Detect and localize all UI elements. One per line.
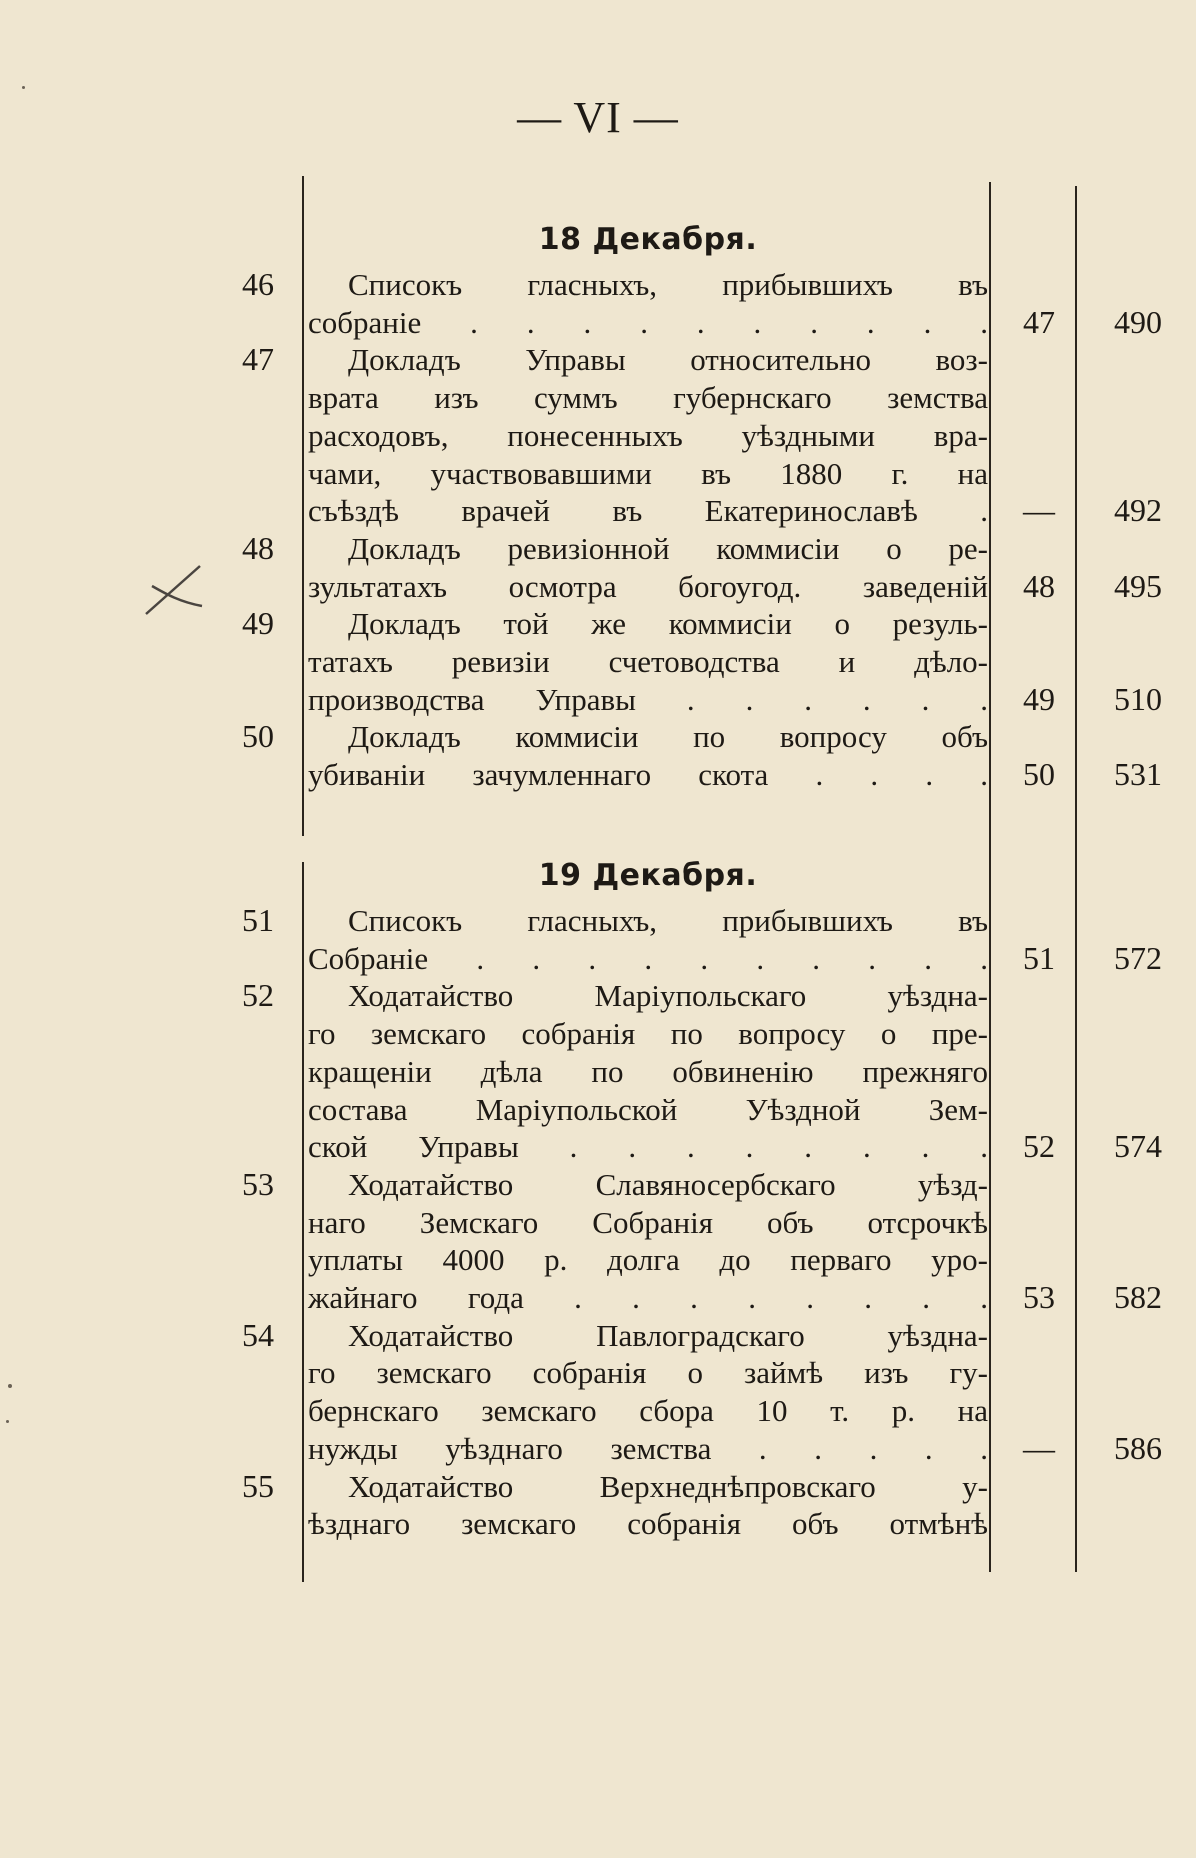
toc-line (0, 1166, 1196, 1203)
item-text: ѣзднаго земскаго собранія объ отмѣнѣ (308, 1506, 988, 1541)
protocol-page: 47 (1023, 304, 1055, 340)
toc-line (0, 718, 1196, 755)
item-text: Ходатайство Павлоградскаго уѣздна- (348, 1318, 988, 1353)
item-text: убиваніи зачумленнаго скота . . . . (308, 757, 988, 792)
toc-line (0, 568, 1196, 605)
item-text: Ходатайство Маріупольскаго уѣздна- (348, 978, 988, 1013)
date-heading: 18 Декабря. (538, 222, 758, 257)
page-number: 582 (1114, 1279, 1162, 1315)
protocol-page: — (1023, 492, 1055, 528)
page-number: 531 (1114, 756, 1162, 792)
item-text: расходовъ, понесенныхъ уѣздными вра- (308, 418, 988, 453)
toc-line (0, 643, 1196, 680)
item-text: Докладъ коммисіи по вопросу объ (348, 719, 988, 754)
item-text: собраніе . . . . . . . . . . (308, 305, 988, 340)
toc-line (0, 304, 1196, 341)
item-number: 53 (242, 1166, 274, 1202)
page-number: 572 (1114, 940, 1162, 976)
toc-line (0, 977, 1196, 1014)
item-number: 47 (242, 341, 274, 377)
item-text: кращеніи дѣла по обвиненію прежняго (308, 1054, 988, 1089)
page-number: 586 (1114, 1430, 1162, 1466)
toc-line (0, 902, 1196, 939)
item-text: Докладъ ревизіонной коммисіи о ре- (348, 531, 988, 566)
toc-line (0, 1053, 1196, 1090)
toc-line (0, 1241, 1196, 1278)
item-text: Ходатайство Верхнеднѣпровскаго у- (348, 1469, 988, 1504)
item-text: чами, участвовавшими въ 1880 г. на (308, 456, 988, 491)
toc-line (0, 1128, 1196, 1165)
protocol-page: 53 (1023, 1279, 1055, 1315)
item-text: жайнаго года . . . . . . . . (308, 1280, 988, 1315)
print-speck (6, 1420, 9, 1423)
item-number: 48 (242, 530, 274, 566)
print-speck (8, 1384, 12, 1388)
item-number: 51 (242, 902, 274, 938)
protocol-page: 51 (1023, 940, 1055, 976)
protocol-page: 49 (1023, 681, 1055, 717)
toc-line (0, 1354, 1196, 1391)
item-text: Списокъ гласныхъ, прибывшихъ въ (348, 903, 988, 938)
item-text: татахъ ревизіи счетоводства и дѣло- (308, 644, 988, 679)
toc-line (0, 417, 1196, 454)
toc-line (0, 756, 1196, 793)
item-text: ской Управы . . . . . . . . (308, 1129, 988, 1164)
protocol-page: 48 (1023, 568, 1055, 604)
item-text: бернскаго земскаго сбора 10 т. р. на (308, 1393, 988, 1428)
page-number: 490 (1114, 304, 1162, 340)
toc-line (0, 530, 1196, 567)
item-text: зультатахъ осмотра богоугод. заведеній (308, 569, 988, 604)
item-number: 49 (242, 605, 274, 641)
item-text: Докладъ той же коммисіи о резуль- (348, 606, 988, 641)
item-text: го земскаго собранія по вопросу о пре- (308, 1016, 988, 1051)
toc-line (0, 492, 1196, 529)
protocol-page: — (1023, 1430, 1055, 1466)
item-text: Собраніе . . . . . . . . . . (308, 941, 988, 976)
toc-line (0, 379, 1196, 416)
item-number: 55 (242, 1468, 274, 1504)
item-number: 54 (242, 1317, 274, 1353)
item-text: состава Маріупольской Уѣздной Зем- (308, 1092, 988, 1127)
item-text: уплаты 4000 р. долга до перваго уро- (308, 1242, 988, 1277)
date-heading: 19 Декабря. (538, 858, 758, 893)
item-text: Ходатайство Славяносербскаго уѣзд- (348, 1167, 988, 1202)
page-header: — VI — (517, 93, 679, 142)
item-number: 46 (242, 266, 274, 302)
item-number: 52 (242, 977, 274, 1013)
item-text: нужды уѣзднаго земства . . . . . (308, 1431, 988, 1466)
toc-line (0, 1204, 1196, 1241)
toc-line (0, 940, 1196, 977)
toc-line (0, 455, 1196, 492)
toc-line (0, 1317, 1196, 1354)
page-number: 574 (1114, 1128, 1162, 1164)
toc-line (0, 1279, 1196, 1316)
toc-line (0, 605, 1196, 642)
item-text: го земскаго собранія о займѣ изъ гу- (308, 1355, 988, 1390)
page-number: 495 (1114, 568, 1162, 604)
toc-line (0, 1392, 1196, 1429)
toc-line (0, 266, 1196, 303)
item-number: 50 (242, 718, 274, 754)
item-text: наго Земскаго Собранія объ отсрочкѣ (308, 1205, 988, 1240)
print-speck (22, 86, 25, 89)
protocol-page: 52 (1023, 1128, 1055, 1164)
toc-line (0, 1505, 1196, 1542)
toc-line (0, 1468, 1196, 1505)
toc-line (0, 681, 1196, 718)
toc-line (0, 1015, 1196, 1052)
protocol-page: 50 (1023, 756, 1055, 792)
toc-line (0, 341, 1196, 378)
item-text: съѣздѣ врачей въ Екатеринославѣ . (308, 493, 988, 528)
item-text: Докладъ Управы относительно воз- (348, 342, 988, 377)
item-text: производства Управы . . . . . . (308, 682, 988, 717)
page-number: 492 (1114, 492, 1162, 528)
item-text: Списокъ гласныхъ, прибывшихъ въ (348, 267, 988, 302)
toc-line (0, 1430, 1196, 1467)
item-text: врата изъ суммъ губернскаго земства (308, 380, 988, 415)
toc-line (0, 1091, 1196, 1128)
page-number: 510 (1114, 681, 1162, 717)
